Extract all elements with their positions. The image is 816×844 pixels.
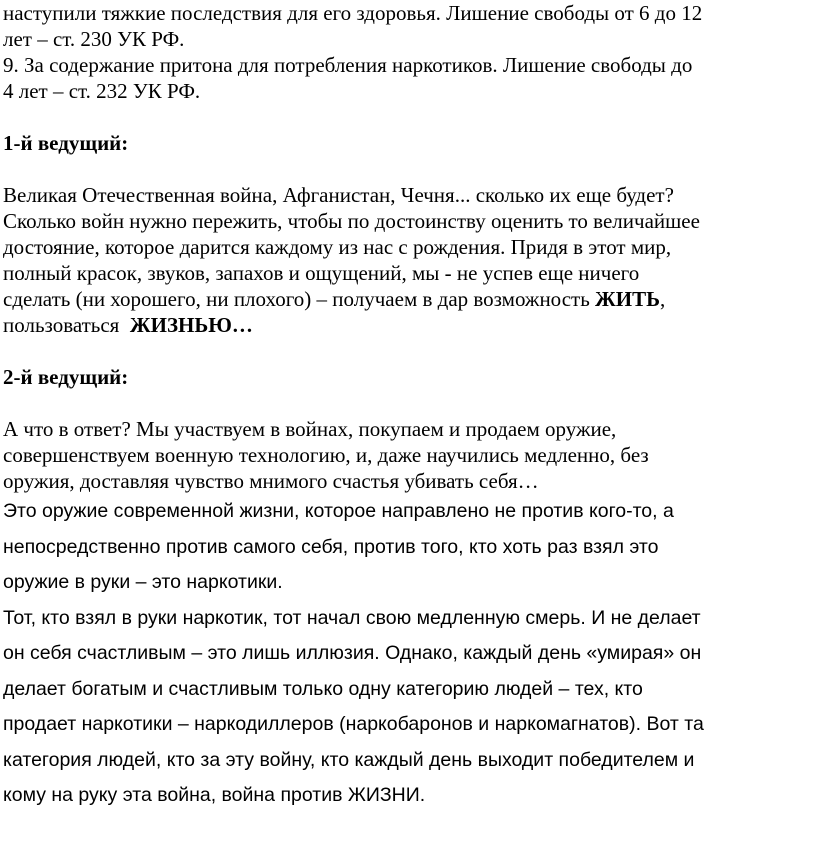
text-line: Это оружие современной жизни, которое направлено не против кого-то, а (3, 500, 674, 522)
text-line: достояние, которое дарится каждому из нас с рождения. Придя в этот мир, (3, 235, 672, 259)
text-line: 9. За содержание притона для потребления наркотиков. Лишение свободы до (3, 53, 693, 77)
text-line: совершенствуем военную технологию, и, даже научились медленно, без (3, 443, 649, 467)
text-segment: пользоваться (3, 313, 130, 337)
text-line: кому на руку эта война, война против ЖИЗНИ. (3, 784, 426, 806)
text-line: непосредственно против самого себя, против того, кто хоть раз взял это (3, 535, 659, 558)
blank-line (0, 390, 816, 416)
text-line (3, 312, 816, 338)
blank-line (0, 338, 816, 364)
text-segment: сделать (ни хорошего, ни плохого) – получаем в дар возможность (3, 287, 596, 311)
blank-line (0, 156, 816, 182)
blank-line (0, 104, 816, 130)
text-line: 4 лет – ст. 232 УК РФ. (3, 79, 201, 103)
text-line: наступили тяжкие последствия для его здоровья. Лишение свободы от 6 до 12 (3, 1, 703, 25)
text-line: Сколько войн нужно пережить, чтобы по достоинству оценить то величайшее (3, 209, 700, 233)
text-line: А что в ответ? Мы участвуем в войнах, покупаем и продаем оружие, (3, 417, 617, 441)
host2-paragraph (0, 416, 816, 494)
text-line: Тот, кто взял в руки наркотик, тот начал свою медленную смерь. И не делает (3, 606, 701, 629)
text-segment: , (660, 287, 666, 311)
text-line: он себя счастливым – это лишь иллюзия. Однако, каждый день «умирая» он (3, 642, 702, 664)
paragraph-article-230 (0, 0, 816, 52)
text-line: Великая Отечественная война, Афганистан, Чечня... сколько их еще будет? (3, 183, 674, 207)
text-line: лет – ст. 230 УК РФ. (3, 27, 185, 51)
host1-heading: 1-й ведущий: (3, 131, 129, 155)
text-line: категория людей, кто за эту войну, кто каждый день выходит победителем и (3, 748, 695, 771)
bold-word-life: ЖИЗНЬЮ… (129, 313, 253, 337)
text-line: продает наркотики – наркодиллеров (наркобаронов и наркомагнатов). Вот та (3, 713, 704, 735)
paragraph-article-232 (0, 52, 816, 104)
host1-paragraph (0, 182, 816, 338)
text-line: делает богатым и счастливым только одну категорию людей – тех, кто (3, 677, 643, 700)
text-line: оружия, доставляя чувство мнимого счастья убивать себя… (3, 469, 539, 493)
drugs-paragraph-2 (0, 601, 816, 814)
drugs-paragraph-1 (0, 494, 816, 601)
text-line (3, 286, 816, 312)
text-line: оружие в руки – это наркотики. (3, 571, 283, 593)
host2-heading: 2-й ведущий: (3, 365, 129, 389)
text-line: полный красок, звуков, запахов и ощущений, мы - не успев еще ничего (3, 261, 640, 285)
bold-word-live: ЖИТЬ (595, 287, 661, 311)
